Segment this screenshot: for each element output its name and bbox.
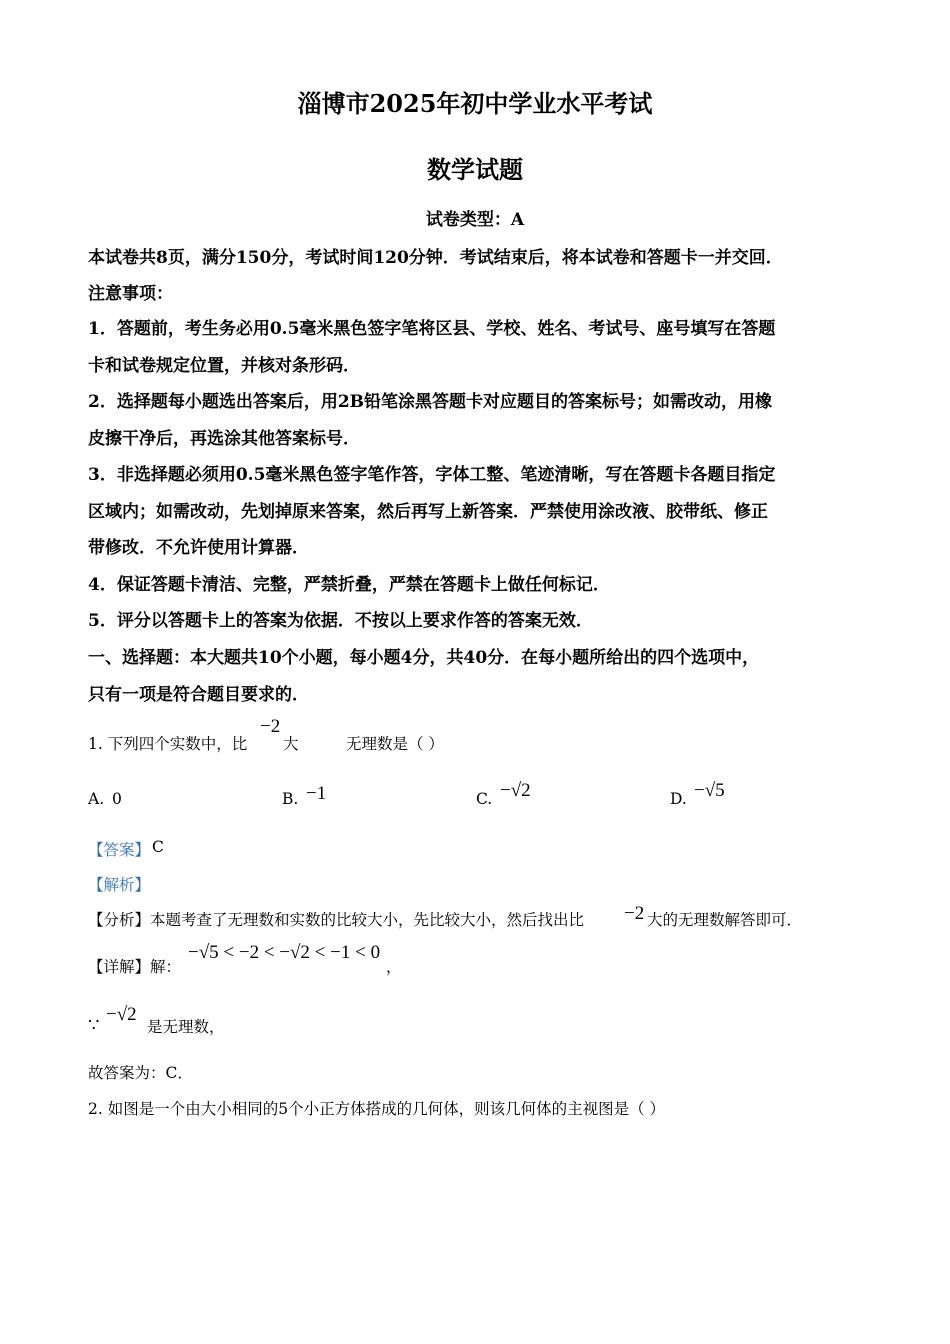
because-text: 是无理数， (147, 1018, 225, 1036)
exam-intro: 本试卷共8页，满分150分，考试时间120分钟．考试结束后，将本试卷和答题卡一并交回． (88, 248, 783, 268)
q1-fenxi-math: −2 (624, 903, 645, 924)
notice-line-7: 带修改．不允许使用计算器． (88, 538, 309, 558)
conclusion: 故答案为：C． (88, 1064, 193, 1082)
because-math: −√2 (106, 1004, 137, 1025)
q1-detail-math: −√5 < −2 < −√2 < −1 < 0 (188, 942, 381, 963)
notice-line-6: 区域内；如需改动，先划掉原来答案，然后再写上新答案．严禁使用涂改液、胶带纸、修正 (88, 502, 768, 522)
notice-line-9: 5．评分以答题卡上的答案为依据．不按以上要求作答的答案无效． (88, 611, 593, 631)
section-1-line-1: 一、选择题：本大题共10个小题，每小题4分，共40分．在每小题所给出的四个选项中， (88, 648, 760, 668)
section-1-line-2: 只有一项是符合题目要求的． (88, 685, 309, 705)
q1-stem-end: 无理数是（ ） (346, 735, 444, 753)
answer-tag: 【答案】 (88, 841, 151, 859)
q1-stem-start: 1. 下列四个实数中，比 (88, 735, 248, 753)
q1-option-d-label: D. (670, 790, 687, 808)
notice-line-2: 卡和试卷规定位置，并核对条形码． (88, 356, 360, 376)
analysis-tag: 【解析】 (88, 876, 151, 894)
q1-option-b-label: B. (282, 790, 299, 808)
q1-option-c-label: C. (476, 790, 493, 808)
notice-heading: 注意事项： (88, 284, 173, 304)
q1-option-a-label: A. (88, 790, 105, 808)
q1-detail-end: ， (386, 958, 402, 976)
subject-title: 数学试题 (427, 155, 523, 184)
q1-fenxi-start: 【分析】本题考查了无理数和实数的比较大小，先比较大小，然后找出比 (88, 911, 585, 929)
q1-option-b-value: −1 (306, 783, 327, 804)
q1-stem-math: −2 (260, 716, 281, 737)
notice-line-4: 皮擦干净后，再选涂其他答案标号． (88, 429, 360, 449)
because-symbol: ∵ (88, 1015, 100, 1036)
q1-option-d-value: −√5 (694, 780, 725, 801)
q1-fenxi-end: 大的无理数解答即可． (647, 911, 803, 929)
notice-line-8: 4．保证答题卡清洁、完整，严禁折叠，严禁在答题卡上做任何标记． (88, 575, 610, 595)
q2-stem: 2. 如图是一个由大小相同的5个小正方体搭成的几何体，则该几何体的主视图是（ ） (88, 1100, 666, 1118)
notice-line-5: 3．非选择题必须用0.5毫米黑色签字笔作答，字体工整、笔迹清晰，写在答题卡各题目指定 (88, 465, 776, 485)
q1-option-a-value: 0 (112, 790, 122, 808)
answer-value: C (152, 838, 164, 856)
notice-line-1: 1．答题前，考生务必用0.5毫米黑色签字笔将区县、学校、姓名、考试号、座号填写在答题 (88, 319, 776, 339)
q1-option-c-value: −√2 (500, 780, 531, 801)
notice-line-3: 2．选择题每小题选出答案后，用2B铅笔涂黑答题卡对应题目的答案标号；如需改动，用橡 (88, 392, 773, 412)
exam-title: 淄博市2025年初中学业水平考试 (297, 89, 653, 118)
q1-detail-start: 【详解】解： (88, 958, 182, 976)
paper-type: 试卷类型：A (425, 210, 525, 230)
q1-stem-mid: 大 (283, 735, 299, 753)
